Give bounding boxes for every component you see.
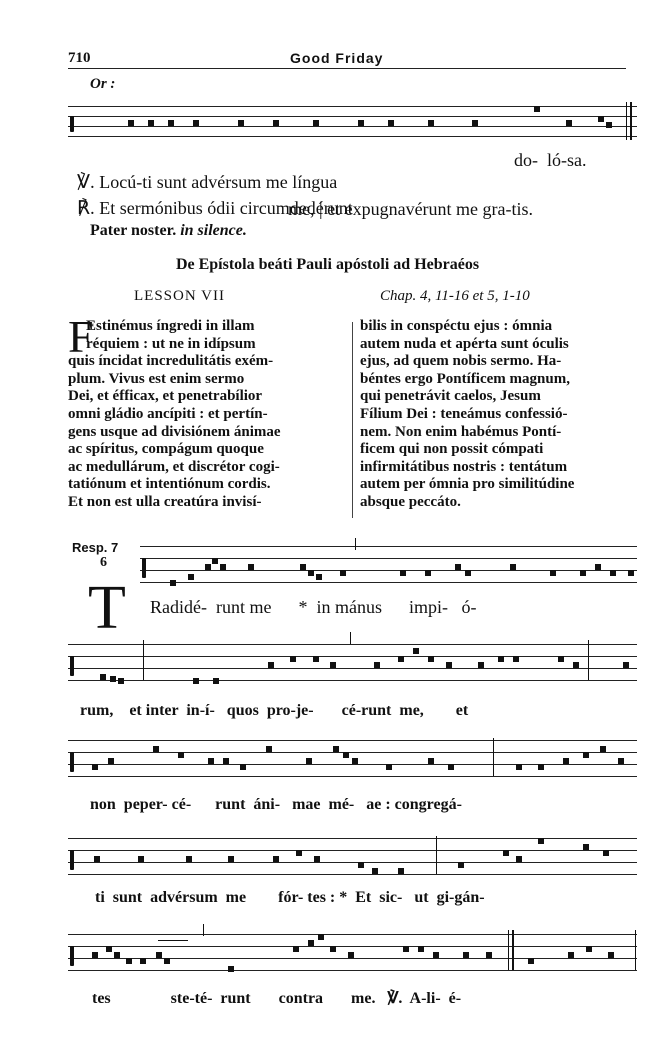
responsory-lyric-3: non peper- cé- runt áni- mae mé- ae : congregá- bbox=[90, 796, 462, 813]
text-line: ejus, ad quem nobis sermo. Ha- bbox=[360, 353, 562, 370]
lesson-column-left bbox=[68, 318, 346, 512]
responsory-label: Resp. 7 bbox=[72, 540, 119, 555]
text-line: Dei, et éfficax, et penetrabílior bbox=[68, 388, 263, 405]
text-line: quis íncidat incredulitátis exém- bbox=[68, 353, 274, 370]
text-line: omni gládio ancípiti : et pertín- bbox=[68, 405, 268, 422]
text-line: réquiem : ut ne in idípsum bbox=[86, 335, 256, 352]
column-separator bbox=[352, 322, 353, 518]
versicle-ending: do- ló-sa. bbox=[514, 150, 587, 170]
silence-note: in silence. bbox=[180, 222, 247, 239]
chant-staff-1 bbox=[140, 544, 637, 588]
text-line: Et non est ulla creatúra invisí- bbox=[68, 493, 262, 510]
lesson-column-right bbox=[360, 318, 638, 512]
text-line: qui penetrávit caelos, Jesum bbox=[360, 388, 541, 405]
response-text: Et sermónibus ódii circumdedérunt bbox=[99, 198, 353, 218]
text-line: autem nuda et apérta sunt óculis bbox=[360, 335, 569, 352]
chant-staff-4 bbox=[68, 836, 637, 880]
text-line: bilis in conspéctu ejus : ómnia bbox=[360, 318, 553, 334]
responsory-lyric-4: ti sunt advérsum me fór- tes : * Et sic- ut gi-gán- bbox=[95, 889, 485, 906]
text-line: infirmitátibus nostris : tentátum bbox=[360, 458, 568, 475]
responsory-drop-cap: T bbox=[88, 574, 126, 642]
page-number: 710 bbox=[68, 50, 91, 66]
chant-staff-versicle bbox=[68, 102, 637, 142]
text-line: ac medullárum, et discrétor cogi- bbox=[68, 458, 280, 475]
versicle-symbol: ℣. bbox=[77, 172, 95, 193]
chant-staff-2 bbox=[68, 640, 637, 690]
chant-staff-5 bbox=[68, 930, 637, 980]
text-line: absque peccáto. bbox=[360, 493, 461, 510]
text-line: tatiónum et intentiónum cordis. bbox=[68, 476, 271, 493]
text-line: autem per ómnia pro similitúdine bbox=[360, 476, 575, 493]
text-line: ficem qui non possit cómpati bbox=[360, 441, 544, 458]
response-continuation: me, | et expugnavérunt me gra-tis. bbox=[288, 199, 534, 219]
versicle-text: Locú-ti sunt advérsum me língua bbox=[99, 172, 338, 192]
text-line: béntes ergo Pontíficem magnum, bbox=[360, 370, 570, 387]
lesson-drop-cap: F bbox=[68, 311, 94, 362]
responsory-lyric-2: rum, et inter in-í- quos pro-je- cé-runt me, et bbox=[80, 702, 469, 719]
text-line: Fílium Dei : teneámus confessió- bbox=[360, 405, 568, 422]
header-rule bbox=[68, 68, 626, 69]
text-line: Estinémus íngredi in illam bbox=[86, 318, 255, 334]
responsory-mode: 6 bbox=[100, 555, 107, 570]
chapter-reference: Chap. 4, 11-16 et 5, 1-10 bbox=[380, 288, 530, 304]
response-symbol: ℟. bbox=[77, 198, 95, 219]
pater-text: Pater noster. bbox=[90, 222, 177, 239]
or-label: Or : bbox=[90, 76, 116, 92]
text-line: ac spíritus, compágum quoque bbox=[68, 441, 264, 458]
text-line: plum. Vivus est enim sermo bbox=[68, 370, 245, 387]
text-line: gens usque ad divisiónem ánimae bbox=[68, 423, 281, 440]
lesson-label: LESSON VII bbox=[134, 288, 225, 304]
responsory-lyric-1: Radidé- runt me * in mánus impi- ó- bbox=[150, 597, 477, 617]
pater-noster-rubric bbox=[90, 222, 247, 240]
epistle-title: De Epístola beáti Pauli apóstoli ad Hebraéos bbox=[175, 256, 480, 273]
chant-staff-3 bbox=[68, 738, 637, 782]
text-line: nem. Non enim habémus Pontí- bbox=[360, 423, 562, 440]
running-title: Good Friday bbox=[290, 50, 384, 66]
responsory-lyric-5: tes ste-té- runt contra me. ℣. A-li- é- bbox=[92, 990, 462, 1007]
